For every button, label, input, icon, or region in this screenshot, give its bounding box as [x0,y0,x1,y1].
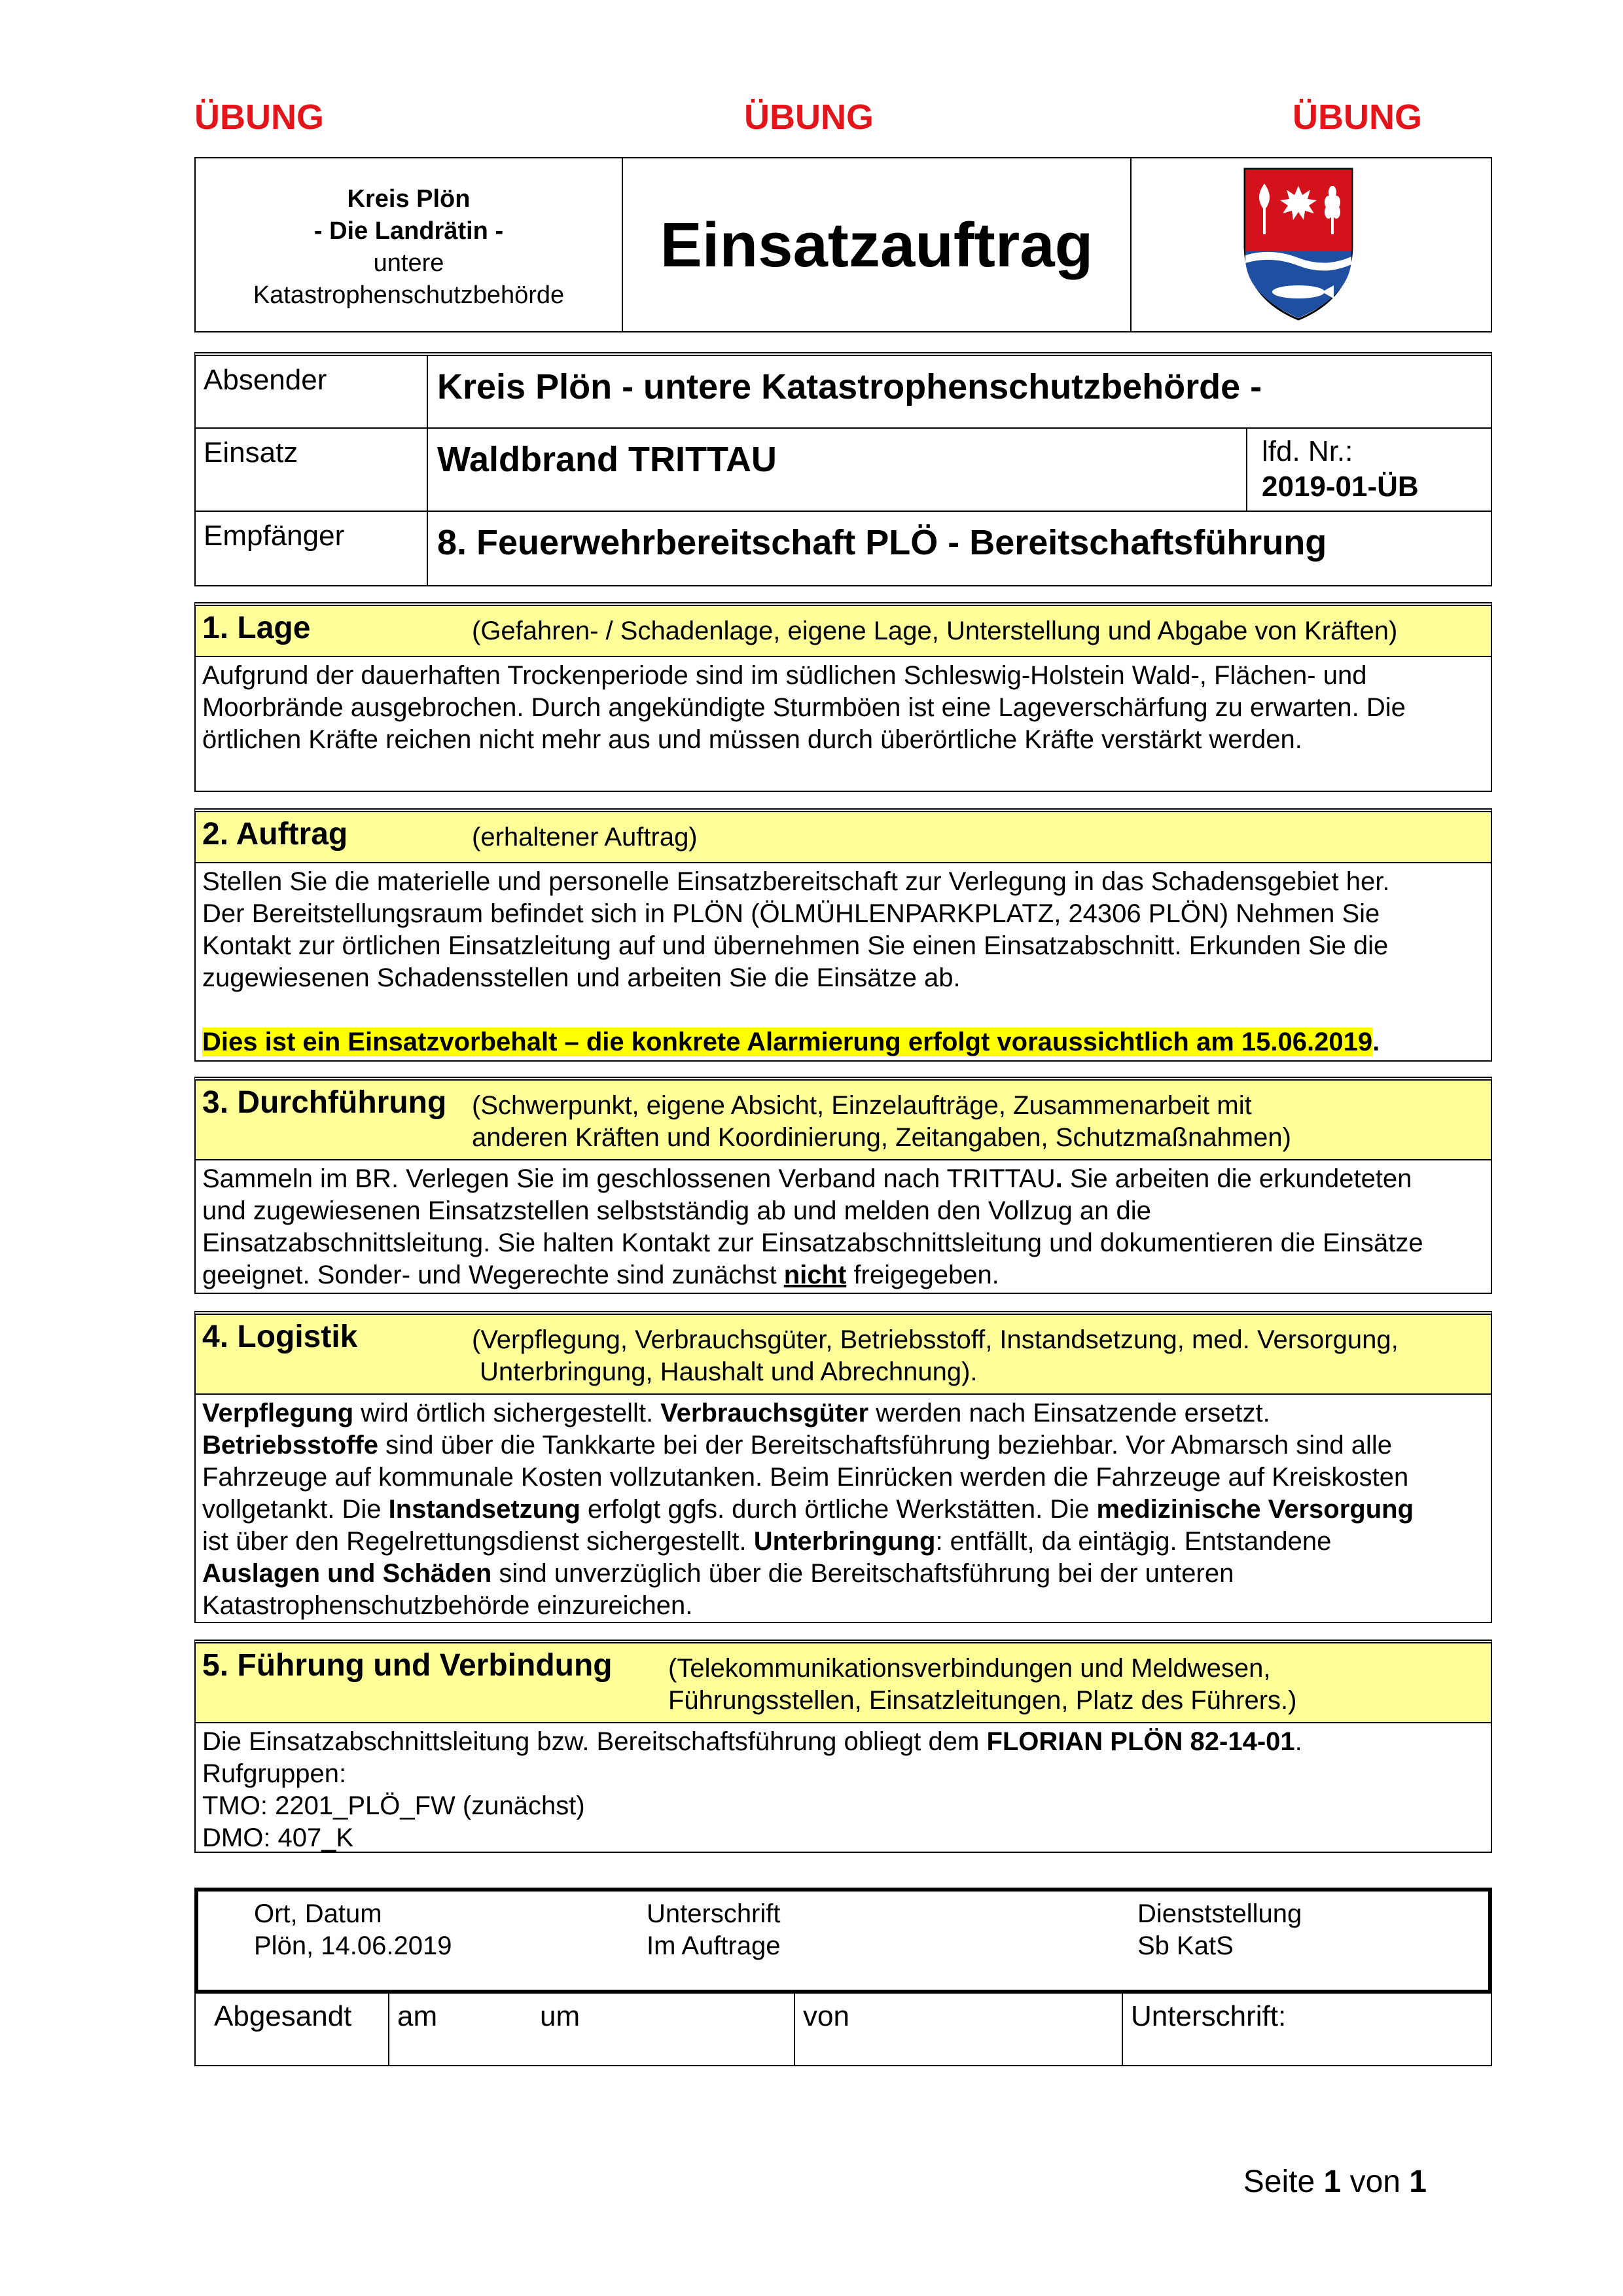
section-lage [194,602,1492,792]
page-text: Seite [1243,2164,1324,2199]
document-title: Einsatzauftrag [623,158,1132,331]
text-line [202,1558,1484,1590]
section-logistik-body [196,1395,1491,1622]
text-span: Instandsetzung [388,1495,580,1524]
section-durchfuehrung-title: 3. Durchführung [202,1085,447,1120]
emphasis-nicht: nicht [783,1261,847,1289]
operation-row [196,429,1491,512]
recipient-row [196,512,1491,585]
section-auftrag-subtitle: (erhaltener Auftrag) [472,823,698,852]
operation-label: Einsatz [196,429,428,511]
section-lage-header [196,606,1491,657]
text-line: örtlichen Kräfte reichen nicht mehr aus und müssen durch überörtliche Kräfte verstärkt werden. [202,725,1302,754]
text-line [202,1163,1484,1195]
text-span: sind über die Tankkarte bei der Bereitschaftsführung beziehbar. Vor Abmarsch sind alle [378,1431,1393,1460]
text-line: Rufgruppen: [202,1759,347,1788]
signature-label: Unterschrift [647,1899,781,1928]
position [1137,1898,1302,1962]
section-durchfuehrung [194,1077,1492,1294]
authority-name: Kreis Plön [347,185,471,213]
serial-number [1246,429,1491,511]
total-pages: 1 [1409,2164,1427,2199]
recipient-value: 8. Feuerwehrbereitschaft PLÖ - Bereitschaftsführung [437,523,1327,562]
text-line [202,1726,1484,1758]
text-span: medizinische Versorgung [1096,1495,1414,1524]
authority-type: untere [373,249,444,277]
text-span: geeignet. Sonder- und Wegerechte sind zunächst [202,1261,784,1289]
subtitle-line: (Schwerpunkt, eigene Absicht, Einzelaufträge, Zusammenarbeit mit [472,1091,1252,1120]
document-header [194,157,1492,332]
text-span: . [1055,1164,1063,1193]
section-lage-subtitle: (Gefahren- / Schadenlage, eigene Lage, Unterstellung und Abgabe von Kräften) [472,617,1398,645]
text-line [202,1429,1484,1462]
dispatch-signature: Unterschrift: [1131,2000,1287,2032]
section-durchfuehrung-body [196,1160,1491,1291]
text-line: DMO: 407_K [202,1823,354,1852]
text-span: Die Einsatzabschnittsleitung bzw. Bereitschaftsführung obliegt dem [202,1727,987,1756]
text-line: zugewiesenen Schadensstellen und arbeiten Sie die Einsätze ab. [202,963,961,992]
coat-of-arms-icon [1242,166,1355,322]
section-auftrag [194,808,1492,1062]
logo-cell [1132,158,1492,331]
callsign: FLORIAN PLÖN 82-14-01 [986,1727,1295,1756]
text-span: erfolgt ggfs. durch örtliche Werkstätten. Die [580,1495,1097,1524]
sender-label: Absender [196,356,428,427]
position-label: Dienststellung [1137,1899,1302,1928]
section-durchfuehrung-subtitle [472,1090,1291,1154]
text-span: Sammeln im BR. Verlegen Sie im geschlossenen Verband nach TRITTAU [202,1164,1056,1193]
text-line [202,1259,1484,1291]
text-line: Moorbrände ausgebrochen. Durch angekündigte Sturmböen ist eine Lageverschärfung zu erwarten. Die [202,693,1406,722]
page-number [1243,2164,1427,2200]
dispatch-date-time [389,1994,795,2065]
text-span: : entfällt, da eintägig. Entstandene [935,1527,1332,1556]
sender-value: Kreis Plön - untere Katastrophenschutzbehörde - [437,367,1262,406]
dispatch-row [194,1994,1492,2066]
text-span: Sie arbeiten die erkundeteten [1062,1164,1412,1193]
section-fuehrung [194,1640,1492,1853]
text-span: ist über den Regelrettungsdienst sichergestellt. [202,1527,754,1556]
text-line [202,1526,1484,1558]
text-line: TMO: 2201_PLÖ_FW (zunächst) [202,1791,585,1820]
signature-value: Im Auftrage [647,1931,781,1960]
exercise-banner-left: ÜBUNG [194,98,324,137]
section-logistik-header [196,1315,1491,1395]
text-span: freigegeben. [846,1261,999,1289]
section-durchfuehrung-header [196,1081,1491,1160]
text-span: Auslagen und Schäden [202,1559,492,1588]
dispatch-by: von [795,1994,1123,2065]
exercise-banner-right: ÜBUNG [1293,98,1422,137]
subtitle-line: anderen Kräften und Koordinierung, Zeitangaben, Schutzmaßnahmen) [472,1123,1291,1152]
text-span: Betriebsstoffe [202,1431,378,1460]
subtitle-line: (Verpflegung, Verbrauchsgüter, Betriebsstoff, Instandsetzung, med. Versorgung, [472,1325,1399,1354]
text-line: Fahrzeuge auf kommunale Kosten vollzutanken. Beim Einrücken werden die Fahrzeuge auf Kreiskosten [202,1463,1409,1492]
current-page: 1 [1323,2164,1342,2199]
place-date [254,1898,452,1962]
recipient-label: Empfänger [196,512,428,585]
dispatch-date-label: am [397,2000,438,2032]
text-line: Der Bereitstellungsraum befindet sich in PLÖN (ÖLMÜHLENPARKPLATZ, 24306 PLÖN) Nehmen Sie [202,899,1380,928]
text-span: . [1294,1727,1302,1756]
serial-value: 2019-01-ÜB [1262,471,1419,503]
dispatch-label: Abgesandt [196,1994,389,2065]
section-auftrag-title: 2. Auftrag [202,817,348,852]
authority-type-2: Katastrophenschutzbehörde [253,281,565,309]
section-fuehrung-title: 5. Führung und Verbindung [202,1648,613,1683]
page-text: von [1341,2164,1410,2199]
place-date-value: Plön, 14.06.2019 [254,1931,452,1960]
text-line: Katastrophenschutzbehörde einzureichen. [202,1591,693,1620]
sender-row [196,356,1491,429]
signature [647,1898,781,1962]
text-span: Verbrauchsgüter [660,1399,869,1427]
place-date-label: Ort, Datum [254,1899,382,1928]
section-lage-body [196,657,1491,756]
text-span: Unterbringung [753,1527,936,1556]
section-fuehrung-subtitle [668,1653,1297,1717]
section-logistik [194,1311,1492,1623]
subtitle-line: (Telekommunikationsverbindungen und Meldwesen, [668,1654,1271,1683]
text-line: Aufgrund der dauerhaften Trockenperiode sind im südlichen Schleswig-Holstein Wald-, Flächen- und [202,661,1367,690]
section-fuehrung-header [196,1643,1491,1723]
exercise-banner-center: ÜBUNG [744,98,874,137]
signature-block [194,1888,1492,1994]
text-span: vollgetankt. Die [202,1495,389,1524]
dispatch-time-label: um [540,2000,580,2032]
section-lage-title: 1. Lage [202,611,311,645]
operation-value: Waldbrand TRITTAU [437,440,777,479]
text-span: sind unverzüglich über die Bereitschaftsführung bei der unteren [491,1559,1234,1588]
section-logistik-subtitle [472,1324,1399,1388]
text-line: Stellen Sie die materielle und personelle Einsatzbereitschaft zur Verlegung in das Schadensgebiet her. [202,867,1390,896]
text-line: Kontakt zur örtlichen Einsatzleitung auf und übernehmen Sie einen Einsatzabschnitt. Erkunden Sie die [202,931,1389,960]
text-span: werden nach Einsatzende ersetzt. [868,1399,1270,1427]
subtitle-line: Unterbringung, Haushalt und Abrechnung). [480,1357,978,1386]
text-line: und zugewiesenen Einsatzstellen selbstständig ab und melden den Vollzug an die [202,1196,1151,1225]
serial-label: lfd. Nr.: [1262,435,1353,467]
section-auftrag-body [196,863,1491,1058]
authority-block [196,158,623,331]
text-line [202,1494,1484,1526]
subtitle-line: Führungsstellen, Einsatzleitungen, Platz des Führers.) [668,1686,1297,1715]
text-line [202,1397,1484,1429]
text-span: Verpflegung [202,1399,354,1427]
section-fuehrung-body [196,1723,1491,1854]
alert-period: . [1372,1028,1380,1056]
text-line: Einsatzabschnittsleitung. Sie halten Kontakt zur Einsatzabschnittsleitung und dokumentieren die Einsätze [202,1229,1423,1257]
text-span: wird örtlich sichergestellt. [353,1399,661,1427]
routing-table [194,352,1492,586]
section-logistik-title: 4. Logistik [202,1319,358,1354]
alert-highlight: Dies ist ein Einsatzvorbehalt – die konkrete Alarmierung erfolgt voraussichtlich am 15.06.2019 [202,1028,1373,1056]
alert-notice [202,1026,1484,1058]
section-auftrag-header [196,812,1491,863]
position-value: Sb KatS [1137,1931,1234,1960]
authority-head: - Die Landrätin - [313,217,504,245]
